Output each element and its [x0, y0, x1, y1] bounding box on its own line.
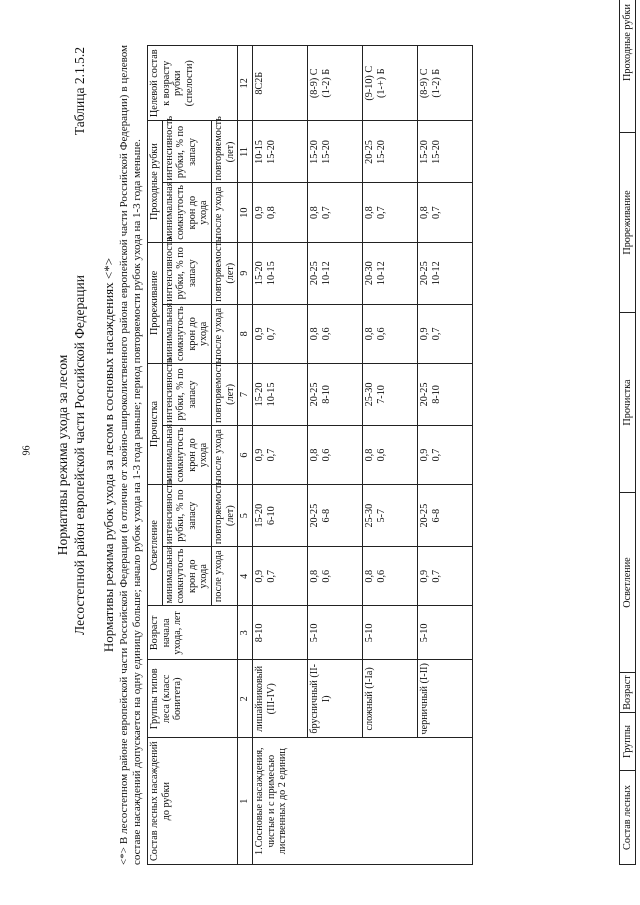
col-prochistka: Прочистка	[148, 363, 163, 484]
sub-rep: повторяемость (лет)	[211, 363, 237, 425]
col-target: Целевой состав к возрасту рубки (спелости)	[148, 46, 238, 122]
column-number: 9	[238, 242, 253, 304]
sub-min: минимальная сомкнутость крон до ухода	[162, 425, 211, 484]
cell-start-age: 5-10	[308, 606, 363, 660]
sub-int: интенсивность рубки, % по запасу	[162, 242, 211, 304]
sub-int: интенсивность рубки, % по запасу	[162, 121, 211, 183]
cell-forest-type: брусничный (II-I)	[308, 660, 363, 738]
page-number: 96	[21, 445, 33, 456]
cell-value: 0,9 0,7	[418, 425, 473, 484]
cell-value: 0,8 0,6	[363, 425, 418, 484]
cell-value: 10-15 15-20	[253, 121, 308, 183]
column-number: 11	[238, 121, 253, 183]
cell-value: 20-25 10-12	[308, 242, 363, 304]
footnote: <*> В лесостепном районе европейской части Российской Федерации (в отличие от хвойно-широколиственного района европейской части Российской Федерации) в целевом составе насаждений допускается на одну единицу больше; начало рубок ухода на 1-3 года раньше; период повторяемости рубок ухода на 1-3 года меньше.	[118, 45, 143, 865]
sub-after: после ухода	[211, 425, 237, 484]
sub-after: после ухода	[211, 547, 237, 606]
cell-value: 20-25 10-12	[418, 242, 473, 304]
table-row	[253, 46, 308, 865]
cell-value: 20-25 6-8	[308, 485, 363, 547]
cell-forest-type: черничный (I-II)	[418, 660, 473, 738]
sub-after: после ухода	[211, 304, 237, 363]
col-forest-type: Группы типов леса (класс бонитета)	[148, 660, 238, 738]
cell-value: 15-20 10-15	[253, 363, 308, 425]
cell-composition: 1.Сосновые насаждения, чистые и с примесью лиственных до 2 единиц	[253, 738, 473, 865]
title-line1: Нормативы режима ухода за лесом	[55, 354, 70, 556]
column-number: 4	[238, 547, 253, 606]
cell-target: (8-9) С (1-2) Б	[308, 46, 363, 122]
cell-value: 0,9 0,7	[253, 547, 308, 606]
cell-value: 0,8 0,7	[418, 183, 473, 242]
cell-value: 0,9 0,7	[418, 304, 473, 363]
cell-value: 20-25 15-20	[363, 121, 418, 183]
col-prorezhivanie: Прореживание	[148, 242, 163, 363]
cell-value: 25-30 5-7	[363, 485, 418, 547]
footer-cell: Группы	[620, 713, 636, 771]
cell-value: 20-25 6-8	[418, 485, 473, 547]
title-line2: Лесостепной район европейской части Российской Федерации	[72, 275, 87, 635]
cell-target: (9-10) С (1-+) Б	[363, 46, 418, 122]
sub-rep: повторяемость (лет)	[211, 242, 237, 304]
col-osvetlenie: Осветление	[148, 485, 163, 606]
footer-cell: Проходные рубки	[620, 0, 636, 133]
sub-int: интенсивность рубки, % по запасу	[162, 363, 211, 425]
cell-start-age: 5-10	[363, 606, 418, 660]
cell-value: 15-20 15-20	[418, 121, 473, 183]
cell-value: 0,8 0,6	[363, 547, 418, 606]
cell-value: 0,8 0,6	[308, 425, 363, 484]
table-number: Таблица 2.1.5.2	[72, 47, 87, 136]
sub-min: минимальная сомкнутость крон до ухода	[162, 304, 211, 363]
sub-int: интенсивность рубки, % по запасу	[162, 485, 211, 547]
cell-value: 0,8 0,6	[308, 304, 363, 363]
cell-value: 0,9 0,7	[418, 547, 473, 606]
sub-min: минимальная сомкнутость крон до ухода	[162, 547, 211, 606]
footer-cell: Состав лесных	[620, 771, 636, 865]
column-number: 2	[238, 660, 253, 738]
column-number: 8	[238, 304, 253, 363]
sub-rep: повторяемость (лет)	[211, 485, 237, 547]
column-number: 6	[238, 425, 253, 484]
norms-table	[147, 45, 473, 865]
cell-value: 0,8 0,6	[363, 304, 418, 363]
sub-min: минимальная сомкнутость крон до ухода	[162, 183, 211, 242]
column-numbers-row	[238, 46, 253, 865]
table-body	[253, 46, 473, 865]
column-number: 10	[238, 183, 253, 242]
next-page-header	[619, 0, 636, 865]
cell-value: 25-30 7-10	[363, 363, 418, 425]
cell-value: 0,9 0,7	[253, 425, 308, 484]
cell-value: 20-30 10-12	[363, 242, 418, 304]
column-number: 7	[238, 363, 253, 425]
col-prokhodnye: Проходные рубки	[148, 121, 163, 242]
cell-value: 15-20 10-15	[253, 242, 308, 304]
cell-value: 0,9 0,7	[253, 304, 308, 363]
column-number: 1	[238, 738, 253, 865]
footer-cell: Осветление	[620, 493, 636, 673]
cell-forest-type: лишайниковый (III-IV)	[253, 660, 308, 738]
rotated-page	[52, 4, 637, 865]
cell-value: 0,9 0,8	[253, 183, 308, 242]
footer-cell: Прореживание	[620, 133, 636, 313]
cell-value: 15-20 6-10	[253, 485, 308, 547]
cell-target: 8С2Б	[253, 46, 308, 122]
footer-row	[620, 0, 636, 865]
table-subtitle: Нормативы режима рубок ухода за лесом в сосновых насаждениях <*>	[101, 257, 116, 653]
col-start-age: Возраст начала ухода, лет	[148, 606, 238, 660]
sub-after: после ухода	[211, 183, 237, 242]
cell-forest-type: сложный (I-Ia)	[363, 660, 418, 738]
column-number: 3	[238, 606, 253, 660]
sub-rep: повторяемость (лет)	[211, 121, 237, 183]
footer-cell: Прочистка	[620, 313, 636, 493]
cell-value: 0,8 0,6	[308, 547, 363, 606]
cell-start-age: 5-10	[418, 606, 473, 660]
col-composition: Состав лесных насаждений до рубки	[148, 738, 238, 865]
cell-value: 0,8 0,7	[363, 183, 418, 242]
cell-value: 20-25 8-10	[418, 363, 473, 425]
footer-cell: Возраст	[620, 673, 636, 713]
cell-target: (8-9) С (1-2) Б	[418, 46, 473, 122]
cell-value: 20-25 8-10	[308, 363, 363, 425]
column-number: 12	[238, 46, 253, 122]
cell-value: 0,8 0,7	[308, 183, 363, 242]
column-number: 5	[238, 485, 253, 547]
cell-value: 15-20 15-20	[308, 121, 363, 183]
cell-start-age: 8-10	[253, 606, 308, 660]
